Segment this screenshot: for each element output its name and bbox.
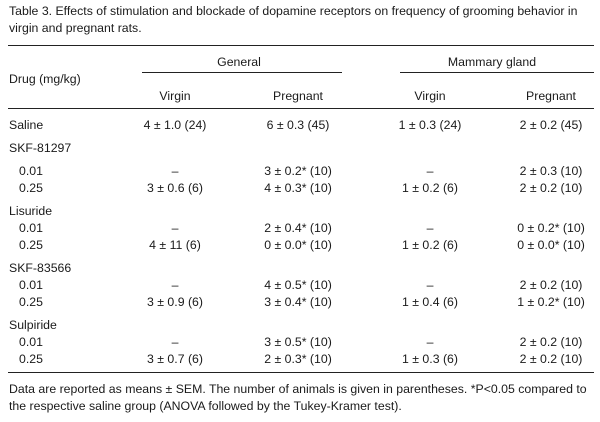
table-top-rule	[8, 45, 594, 46]
subheader-general-pregnant: Pregnant	[273, 89, 323, 103]
table-cell: 0 ± 0.0* (10)	[517, 238, 585, 252]
table-cell: 4 ± 11 (6)	[149, 238, 201, 252]
table-cell: 3 ± 0.6 (6)	[147, 181, 203, 195]
drug-label: Lisuride	[9, 204, 53, 218]
dose-label: 0.01	[19, 278, 43, 292]
table-cell: 2 ± 0.4* (10)	[264, 221, 332, 235]
table-cell: –	[426, 221, 434, 235]
table-cell: –	[171, 335, 179, 349]
dose-label: 0.25	[19, 295, 43, 309]
table-cell: 3 ± 0.2* (10)	[264, 164, 332, 178]
table-cell: 4 ± 0.3* (10)	[264, 181, 332, 195]
group-header-general: General	[217, 55, 261, 69]
table-cell: 2 ± 0.2 (10)	[519, 352, 583, 366]
dose-label: 0.01	[19, 221, 43, 235]
header-bottom-rule	[8, 108, 594, 109]
table-cell: 3 ± 0.5* (10)	[264, 335, 332, 349]
drug-label: Sulpiride	[9, 318, 57, 332]
table-cell: 2 ± 0.3 (10)	[519, 164, 583, 178]
table-cell: 3 ± 0.4* (10)	[264, 295, 332, 309]
table-cell: 2 ± 0.3* (10)	[264, 352, 332, 366]
table-cell: –	[171, 221, 179, 235]
dose-label: 0.01	[19, 335, 43, 349]
table-cell: 3 ± 0.9 (6)	[147, 295, 203, 309]
table-cell: 1 ± 0.4 (6)	[402, 295, 458, 309]
table-cell: 2 ± 0.2 (45)	[519, 118, 583, 132]
table-cell: –	[171, 164, 179, 178]
table-cell: 1 ± 0.2 (6)	[402, 181, 458, 195]
general-group-rule	[142, 72, 342, 73]
table-cell: 0 ± 0.0* (10)	[264, 238, 332, 252]
dose-label: 0.25	[19, 352, 43, 366]
table-cell: –	[426, 278, 434, 292]
table-cell: 4 ± 1.0 (24)	[143, 118, 207, 132]
table-cell: –	[426, 335, 434, 349]
mammary-group-rule	[400, 72, 594, 73]
table-caption: Table 3. Effects of stimulation and blockade of dopamine receptors on frequency of grooming behavior in virgin and pregnant rats.	[9, 4, 578, 35]
table-cell: –	[426, 164, 434, 178]
drug-label: SKF-83566	[9, 261, 72, 275]
subheader-mammary-pregnant: Pregnant	[526, 89, 576, 103]
dose-label: 0.01	[19, 164, 43, 178]
dose-label: 0.25	[19, 181, 43, 195]
table-cell: 2 ± 0.2 (10)	[519, 335, 583, 349]
table-cell: 1 ± 0.2* (10)	[517, 295, 585, 309]
table-cell: 2 ± 0.2 (10)	[519, 181, 583, 195]
table-cell: 6 ± 0.3 (45)	[266, 118, 330, 132]
dose-label: 0.25	[19, 238, 43, 252]
drug-label: SKF-81297	[9, 141, 72, 155]
subheader-mammary-virgin: Virgin	[414, 89, 446, 103]
table-cell: 4 ± 0.5* (10)	[264, 278, 332, 292]
table-cell: 2 ± 0.2 (10)	[519, 278, 583, 292]
drug-label: Saline	[9, 118, 44, 132]
table-cell: 1 ± 0.3 (6)	[402, 352, 458, 366]
table-bottom-rule	[8, 372, 594, 373]
table-footnote: Data are reported as means ± SEM. The number of animals is given in parentheses. *P<0.05 compared to the respective saline group (ANOVA followed by the Tukey-Kramer test).	[9, 382, 587, 413]
group-header-mammary-gland: Mammary gland	[447, 55, 537, 69]
table-cell: –	[171, 278, 179, 292]
table-cell: 0 ± 0.2* (10)	[517, 221, 585, 235]
table-cell: 1 ± 0.2 (6)	[402, 238, 458, 252]
table-cell: 3 ± 0.7 (6)	[147, 352, 203, 366]
table-cell: 1 ± 0.3 (24)	[398, 118, 462, 132]
drug-column-header: Drug (mg/kg)	[9, 72, 81, 86]
subheader-general-virgin: Virgin	[159, 89, 191, 103]
